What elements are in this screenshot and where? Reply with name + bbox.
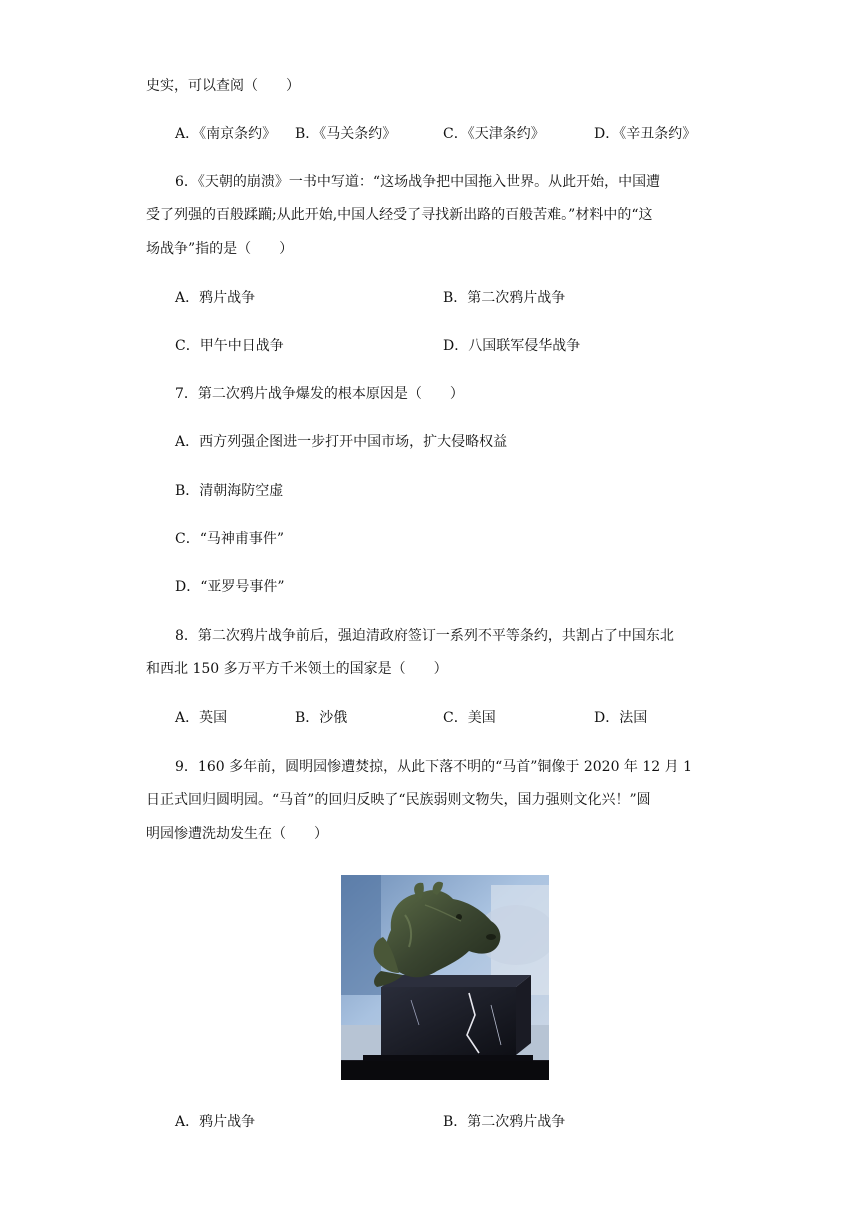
q6-option-a: A．鸦片战争 <box>175 290 256 306</box>
q8-option-c: C．美国 <box>443 710 496 726</box>
q9-stem-line-3: 明园惨遭洗劫发生在（ ） <box>146 826 328 842</box>
q6-option-c: C．甲午中日战争 <box>175 338 284 354</box>
q5-option-c: C．《天津条约》 <box>443 126 545 142</box>
q8-option-b: B．沙俄 <box>295 710 348 726</box>
horse-head-bronze-photo <box>341 875 549 1080</box>
q7-stem: 7．第二次鸦片战争爆发的根本原因是（ ） <box>175 386 464 402</box>
q5-option-b: B．《马关条约》 <box>295 126 397 142</box>
q9-stem-line-2: 日正式回归圆明园。“马首”的回归反映了“民族弱则文物失，国力强则文化兴！”圆 <box>146 792 651 808</box>
q6-stem-line-1: 6．《天朝的崩溃》一书中写道：“这场战争把中国拖入世界。从此开始，中国遭 <box>175 174 661 190</box>
q7-option-c: C．“马神甫事件” <box>175 531 285 547</box>
q8-option-d: D．法国 <box>594 710 648 726</box>
q5-option-a: A．《南京条约》 <box>175 126 277 142</box>
q9-option-a: A．鸦片战争 <box>175 1114 256 1130</box>
q6-stem-line-3: 场战争”指的是（ ） <box>146 241 294 257</box>
q9-stem-line-1: 9．160 多年前，圆明园惨遭焚掠，从此下落不明的“马首”铜像于 2020 年 12 月 1 <box>175 759 692 775</box>
q8-stem-line-1: 8．第二次鸦片战争前后，强迫清政府签订一系列不平等条约，共割占了中国东北 <box>175 628 674 644</box>
q7-option-b: B．清朝海防空虚 <box>175 483 284 499</box>
q6-option-b: B．第二次鸦片战争 <box>443 290 566 306</box>
q5-stem-tail: 史实，可以查阅（ ） <box>146 78 300 94</box>
q8-stem-line-2: 和西北 150 多万平方千米领土的国家是（ ） <box>146 661 448 677</box>
q6-option-d: D．八国联军侵华战争 <box>443 338 581 354</box>
q7-option-d: D．“亚罗号事件” <box>175 579 285 595</box>
q8-option-a: A．英国 <box>175 710 228 726</box>
q5-option-d: D．《辛丑条约》 <box>594 126 697 142</box>
q9-option-b: B．第二次鸦片战争 <box>443 1114 566 1130</box>
q7-option-a: A．西方列强企图进一步打开中国市场，扩大侵略权益 <box>175 434 508 450</box>
q6-stem-line-2: 受了列强的百般蹂躏;从此开始,中国人经受了寻找新出路的百般苦难。”材料中的“这 <box>146 207 653 223</box>
